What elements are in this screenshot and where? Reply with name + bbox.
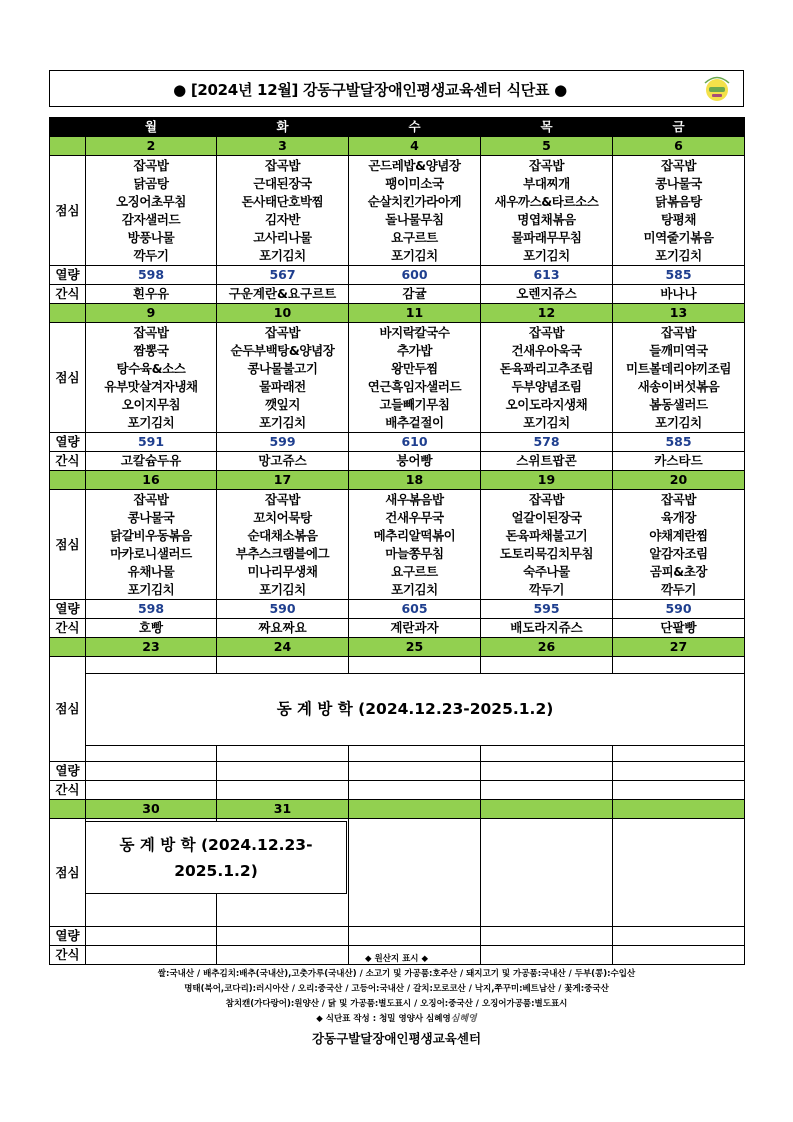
calorie-cell: [349, 762, 481, 781]
menu-item: 팽이미소국: [385, 176, 444, 191]
calorie-cell: [217, 927, 349, 946]
snack-cell: 구운계란&요구르트: [217, 285, 349, 304]
menu-item: 건새우아욱국: [511, 343, 582, 358]
menu-item: 포기김치: [259, 415, 306, 430]
snack-cell: 흰우유: [86, 285, 217, 304]
calorie-cell: 613: [481, 266, 613, 285]
menu-item: 배추겉절이: [385, 415, 444, 430]
calorie-label: 열량: [50, 433, 86, 452]
menu-item: 얼갈이된장국: [511, 510, 582, 525]
menu-item: 부대찌개: [523, 176, 570, 191]
menu-item: 미나리무생채: [247, 564, 318, 579]
lunch-label: 점심: [50, 657, 86, 762]
menu-item: 오이지무침: [121, 397, 181, 412]
lunch-menu-cell: [349, 156, 481, 266]
snack-cell: 바나나: [613, 285, 745, 304]
menu-item: 잡곡밥: [264, 158, 301, 173]
menu-item: 잡곡밥: [133, 325, 169, 340]
menu-item: 미트볼데리야끼조림: [625, 361, 732, 376]
calorie-label: 열량: [50, 600, 86, 619]
menu-item: 곰피&초장: [649, 564, 708, 579]
calorie-cell: 567: [217, 266, 349, 285]
author-signature: 심혜영: [450, 1014, 477, 1024]
menu-item: 바지락칼국수: [379, 325, 450, 340]
date-corner: [50, 638, 86, 657]
calorie-row: [50, 600, 745, 619]
snack-cell: 오렌지쥬스: [481, 285, 613, 304]
calorie-label: 열량: [50, 266, 86, 285]
date-cell: 31: [217, 800, 349, 819]
menu-item: 깍두기: [133, 248, 169, 263]
lunch-menu-cell: [217, 156, 349, 266]
menu-item: 탕수육&소스: [116, 361, 186, 376]
vacation-row: [50, 674, 745, 746]
date-corner: [50, 800, 86, 819]
menu-item: 포기김치: [655, 415, 702, 430]
day-header-3: 목: [481, 118, 613, 137]
day-header-4: 금: [613, 118, 745, 137]
calorie-cell: 599: [217, 433, 349, 452]
date-cell: 16: [86, 471, 217, 490]
vacation-cell: [86, 674, 745, 746]
menu-item: 물파래무무침: [511, 230, 582, 245]
snack-cell: 망고쥬스: [217, 452, 349, 471]
menu-item: 포기김치: [127, 415, 175, 430]
snack-label: 간식: [50, 946, 86, 965]
calorie-cell: [86, 762, 217, 781]
snack-cell: 단팥빵: [613, 619, 745, 638]
lunch-label: 점심: [50, 819, 86, 927]
menu-item: 부추스크램블에그: [235, 546, 330, 561]
menu-item: 포기김치: [655, 248, 702, 263]
calorie-cell: [613, 762, 745, 781]
calorie-cell: 590: [613, 600, 745, 619]
author-line: [49, 1012, 744, 1027]
date-cell: 27: [613, 638, 745, 657]
calorie-cell: 600: [349, 266, 481, 285]
menu-item: 포기김치: [391, 248, 438, 263]
organization-name: 강동구발달장애인평생교육센터: [311, 1031, 482, 1046]
menu-item: 잡곡밥: [133, 492, 169, 507]
lunch-menu-cell: [481, 156, 613, 266]
date-cell: 18: [349, 471, 481, 490]
date-cell: [349, 800, 481, 819]
menu-item: 잡곡밥: [528, 492, 565, 507]
lunch-menu-cell: [613, 819, 745, 927]
lunch-menu-cell: [86, 323, 217, 433]
empty-cell: [86, 746, 217, 762]
calorie-cell: 598: [86, 600, 217, 619]
calorie-cell: 595: [481, 600, 613, 619]
snack-cell: 카스타드: [613, 452, 745, 471]
author-text: ◆ 식단표 작성 : 청밀 영양사 심혜영: [316, 1014, 451, 1024]
menu-item: 새우볶음밥: [385, 492, 444, 507]
origin-line-2: 명태(북어,코다리):러시아산 / 오리:중국산 / 고등어:국내산 / 갈치:모로코산 / 낙지,쭈꾸미:베트남산 / 꽃게:중국산: [184, 984, 609, 994]
day-header-0: 월: [86, 118, 217, 137]
menu-item: 봄동샐러드: [649, 397, 708, 412]
calorie-label: 열량: [50, 927, 86, 946]
menu-item: 고들빼기무침: [379, 397, 450, 412]
menu-item: 숙주나물: [523, 564, 570, 579]
menu-item: 돌나물무침: [385, 212, 444, 227]
blank-row: [50, 657, 745, 674]
date-cell: 5: [481, 137, 613, 156]
lunch-row: [50, 156, 745, 266]
menu-item: 순두부백탕&양념장: [230, 343, 335, 358]
lunch-menu-cell: [217, 323, 349, 433]
snack-cell: 호빵: [86, 619, 217, 638]
snack-cell: 고칼슘두유: [86, 452, 217, 471]
snack-cell: 스위트팝콘: [481, 452, 613, 471]
menu-item: 연근흑임자샐러드: [367, 379, 462, 394]
menu-item: 마카로니샐러드: [110, 546, 192, 561]
menu-item: 유부맛살겨자냉채: [104, 379, 198, 394]
menu-item: 곤드레밥&양념장: [368, 158, 461, 173]
lunch-menu-cell: [86, 156, 217, 266]
center-logo-icon: [699, 74, 735, 103]
calorie-cell: [349, 927, 481, 946]
lunch-menu-cell: [349, 323, 481, 433]
calorie-cell: [613, 927, 745, 946]
menu-item: 추가밥: [396, 343, 433, 358]
menu-item: 메추리알떡볶이: [373, 528, 456, 543]
calorie-row: [50, 762, 745, 781]
vacation-notice-box: [85, 821, 347, 894]
calorie-cell: 591: [86, 433, 217, 452]
calorie-cell: 578: [481, 433, 613, 452]
title-box: [49, 70, 744, 107]
calorie-cell: 610: [349, 433, 481, 452]
menu-item: 포기김치: [523, 415, 570, 430]
snack-cell: [481, 781, 613, 800]
menu-item: 콩나물불고기: [247, 361, 318, 376]
date-row: [50, 471, 745, 490]
snack-cell: 붕어빵: [349, 452, 481, 471]
snack-label: 간식: [50, 781, 86, 800]
snack-cell: [613, 781, 745, 800]
menu-item: 돈육꽈리고추조림: [499, 361, 594, 376]
calorie-cell: [481, 762, 613, 781]
menu-item: 포기김치: [127, 582, 175, 597]
date-cell: 19: [481, 471, 613, 490]
header-corner: [50, 118, 86, 137]
menu-item: 유채나물: [127, 564, 175, 579]
lunch-menu-cell: [613, 156, 745, 266]
snack-row: [50, 285, 745, 304]
snack-label: 간식: [50, 285, 86, 304]
menu-item: 육개장: [660, 510, 697, 525]
snack-row: [50, 452, 745, 471]
date-row: [50, 800, 745, 819]
calorie-row: [50, 266, 745, 285]
menu-item: 닭곰탕: [133, 176, 169, 191]
calorie-cell: 585: [613, 266, 745, 285]
menu-item: 미역줄기볶음: [643, 230, 714, 245]
menu-item: 야채계란찜: [649, 528, 708, 543]
vacation-notice: 동 계 방 학 (2024.12.23-2025.1.2): [276, 700, 554, 718]
menu-item: 콩나물국: [655, 176, 702, 191]
date-row: [50, 137, 745, 156]
menu-item: 돈육파채불고기: [505, 528, 588, 543]
day-header-1: 화: [217, 118, 349, 137]
empty-cell: [481, 657, 613, 674]
lunch-menu-cell: [349, 819, 481, 927]
date-cell: 11: [349, 304, 481, 323]
menu-item: 요구르트: [391, 564, 438, 579]
lunch-menu-cell: [613, 490, 745, 600]
menu-item: 돈사태단호박찜: [241, 194, 324, 209]
snack-row: [50, 619, 745, 638]
lunch-menu-cell: [481, 490, 613, 600]
date-corner: [50, 471, 86, 490]
menu-item: 깻잎지: [264, 397, 301, 412]
menu-item: 새우까스&타르소스: [494, 194, 599, 209]
date-cell: 25: [349, 638, 481, 657]
menu-item: 잡곡밥: [264, 325, 301, 340]
date-corner: [50, 137, 86, 156]
date-cell: 10: [217, 304, 349, 323]
menu-item: 두부양념조림: [511, 379, 582, 394]
snack-row: [50, 781, 745, 800]
origin-line-1: 쌀:국내산 / 배추김치:배추(국내산),고춧가루(국내산) / 소고기 및 가공품:호주산 / 돼지고기 및 가공품:국내산 / 두부(콩):수입산: [157, 969, 636, 979]
date-row: [50, 304, 745, 323]
calorie-row: [50, 927, 745, 946]
menu-item: 잡곡밥: [660, 492, 697, 507]
empty-cell: [217, 657, 349, 674]
calorie-cell: [481, 927, 613, 946]
empty-cell: [86, 657, 217, 674]
menu-item: 도토리묵김치무침: [499, 546, 594, 561]
empty-cell: [613, 657, 745, 674]
origin-line-3: 참치캔(가다랑어):원양산 / 닭 및 가공품:별도표시 / 오징어:중국산 / 오징어가공품:별도표시: [225, 999, 568, 1009]
menu-item: 포기김치: [391, 582, 438, 597]
snack-label: 간식: [50, 619, 86, 638]
empty-cell: [217, 746, 349, 762]
menu-item: 오이도라지생채: [505, 397, 588, 412]
lunch-label: 점심: [50, 490, 86, 600]
calorie-cell: 585: [613, 433, 745, 452]
menu-item: 깍두기: [660, 582, 697, 597]
empty-cell: [349, 657, 481, 674]
menu-item: 짬뽕국: [133, 343, 169, 358]
calorie-label: 열량: [50, 762, 86, 781]
menu-item: 깍두기: [528, 582, 565, 597]
calorie-row: [50, 433, 745, 452]
empty-cell: [349, 746, 481, 762]
menu-item: 왕만두찜: [391, 361, 438, 376]
menu-item: 건새우무국: [385, 510, 444, 525]
menu-item: 잡곡밥: [660, 158, 697, 173]
menu-item: 근대된장국: [253, 176, 312, 191]
menu-item: 순살치킨가라아게: [367, 194, 462, 209]
date-cell: 4: [349, 137, 481, 156]
date-cell: 23: [86, 638, 217, 657]
date-cell: 2: [86, 137, 217, 156]
date-cell: 17: [217, 471, 349, 490]
menu-item: 잡곡밥: [528, 158, 565, 173]
menu-item: 닭갈비우동볶음: [110, 528, 192, 543]
vacation-notice-line1: 동 계 방 학 (2024.12.23-: [119, 836, 313, 854]
date-cell: [481, 800, 613, 819]
snack-cell: [86, 781, 217, 800]
menu-item: 명엽채볶음: [517, 212, 576, 227]
menu-item: 꼬치어묵탕: [253, 510, 312, 525]
origin-title: ◆ 원산지 표시 ◆: [364, 954, 428, 964]
calorie-cell: [217, 762, 349, 781]
day-header-row: [50, 118, 745, 137]
menu-item: 마늘쫑무침: [385, 546, 444, 561]
date-cell: 6: [613, 137, 745, 156]
date-row: [50, 638, 745, 657]
lunch-menu-cell: [217, 490, 349, 600]
menu-item: 잡곡밥: [264, 492, 301, 507]
day-header-2: 수: [349, 118, 481, 137]
menu-item: 닭볶음탕: [655, 194, 702, 209]
lunch-label: 점심: [50, 156, 86, 266]
date-cell: 24: [217, 638, 349, 657]
menu-item: 잡곡밥: [660, 325, 697, 340]
lunch-menu-cell: [481, 819, 613, 927]
menu-item: 새송이버섯볶음: [637, 379, 720, 394]
date-cell: 13: [613, 304, 745, 323]
menu-item: 감자샐러드: [121, 212, 181, 227]
date-cell: 9: [86, 304, 217, 323]
menu-item: 포기김치: [259, 248, 306, 263]
date-corner: [50, 304, 86, 323]
calorie-cell: [86, 927, 217, 946]
calorie-cell: 598: [86, 266, 217, 285]
date-cell: 30: [86, 800, 217, 819]
menu-item: 콩나물국: [127, 510, 175, 525]
date-cell: [613, 800, 745, 819]
calorie-cell: 590: [217, 600, 349, 619]
snack-label: 간식: [50, 452, 86, 471]
menu-item: 김자반: [264, 212, 301, 227]
menu-item: 요구르트: [391, 230, 438, 245]
empty-cell: [613, 746, 745, 762]
footer: [49, 952, 744, 1046]
date-cell: 12: [481, 304, 613, 323]
menu-item: 알감자조림: [649, 546, 708, 561]
menu-item: 들깨미역국: [649, 343, 708, 358]
lunch-menu-cell: [613, 323, 745, 433]
menu-item: 물파래전: [259, 379, 306, 394]
lunch-menu-cell: [86, 490, 217, 600]
lunch-row: [50, 323, 745, 433]
date-cell: 3: [217, 137, 349, 156]
menu-item: 잡곡밥: [528, 325, 565, 340]
snack-cell: 짜요짜요: [217, 619, 349, 638]
blank-row: [50, 746, 745, 762]
snack-cell: [349, 781, 481, 800]
lunch-menu-cell: [349, 490, 481, 600]
menu-item: 고사리나물: [253, 230, 312, 245]
vacation-notice-line2: 2025.1.2): [174, 862, 258, 880]
lunch-row: [50, 490, 745, 600]
menu-item: 포기김치: [259, 582, 306, 597]
date-cell: 20: [613, 471, 745, 490]
menu-item: 순대채소볶음: [247, 528, 318, 543]
menu-item: 방풍나물: [127, 230, 175, 245]
lunch-label: 점심: [50, 323, 86, 433]
date-cell: 26: [481, 638, 613, 657]
snack-cell: 배도라지쥬스: [481, 619, 613, 638]
snack-cell: [217, 781, 349, 800]
empty-cell: [481, 746, 613, 762]
menu-item: 포기김치: [523, 248, 570, 263]
menu-item: 탕평채: [660, 212, 697, 227]
snack-cell: 계란과자: [349, 619, 481, 638]
calorie-cell: 605: [349, 600, 481, 619]
page-title: ● [2024년 12월] 강동구발달장애인평생교육센터 식단표 ●: [173, 81, 567, 99]
snack-cell: 감귤: [349, 285, 481, 304]
menu-item: 잡곡밥: [133, 158, 169, 173]
lunch-menu-cell: [481, 323, 613, 433]
menu-item: 오징어초무침: [115, 194, 187, 209]
